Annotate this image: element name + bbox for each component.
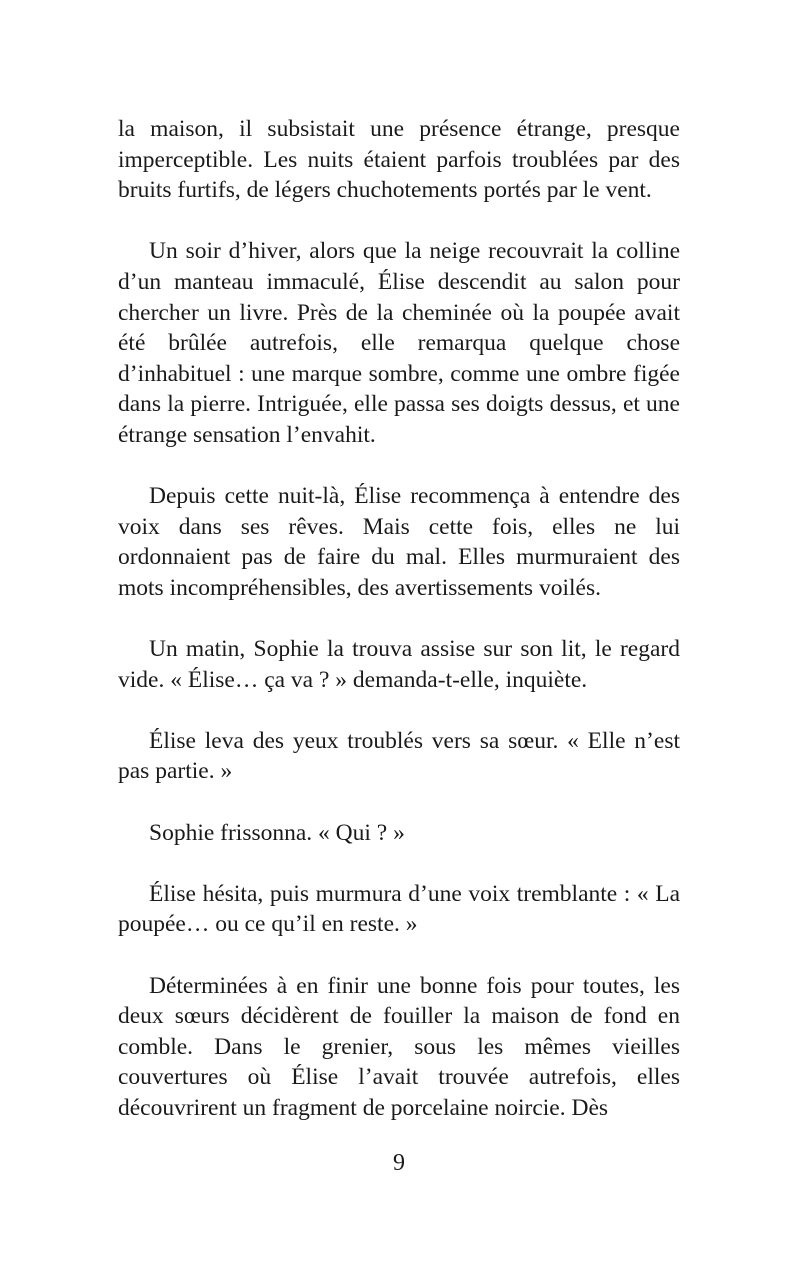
paragraph-5: Élise leva des yeux troublés vers sa sœur. « Elle n’est pas partie. » [118, 727, 680, 785]
body-text [118, 114, 680, 1124]
page-number: 9 [393, 1150, 405, 1176]
paragraph-8: Déterminées à en finir une bonne fois pour toutes, les deux sœurs décidèrent de fouiller la maison de fond en comble. Dans le grenier, sous les mêmes vieilles couvertures où Élise l’avait trouvée autrefois, elles découvrirent un fragment de porcelaine noircie. Dès [118, 972, 680, 1121]
paragraph-3: Depuis cette nuit-là, Élise recommença à entendre des voix dans ses rêves. Mais cette fois, elles ne lui ordonnaient pas de faire du mal. Elles murmuraient des mots incompréhensibles, des avertissements voilés. [118, 483, 680, 601]
paragraph-6: Sophie frissonna. « Qui ? » [149, 819, 405, 846]
paragraph-4: Un matin, Sophie la trouva assise sur son lit, le regard vide. « Élise… ça va ? » demanda-t-elle, inquiète. [118, 636, 680, 693]
paragraph-7: Élise hésita, puis murmura d’une voix tremblante : « La poupée… ou ce qu’il en reste. » [118, 880, 680, 938]
paragraph-1: la maison, il subsistait une présence étrange, presque imperceptible. Les nuits étaient parfois troublées par des bruits furtifs, de légers chuchotements portés par le vent. [118, 116, 680, 204]
paragraph-2: Un soir d’hiver, alors que la neige recouvrait la colline d’un manteau immaculé, Élise descendit au salon pour chercher un livre. Près de la cheminée où la poupée avait été brûlée autrefois, elle remarqua quelque chose d’inhabituel : une marque sombre, comme une ombre figée dans la pierre. Intriguée, elle passa ses doigts dessus, et une étrange sensation l’envahit. [118, 238, 680, 448]
